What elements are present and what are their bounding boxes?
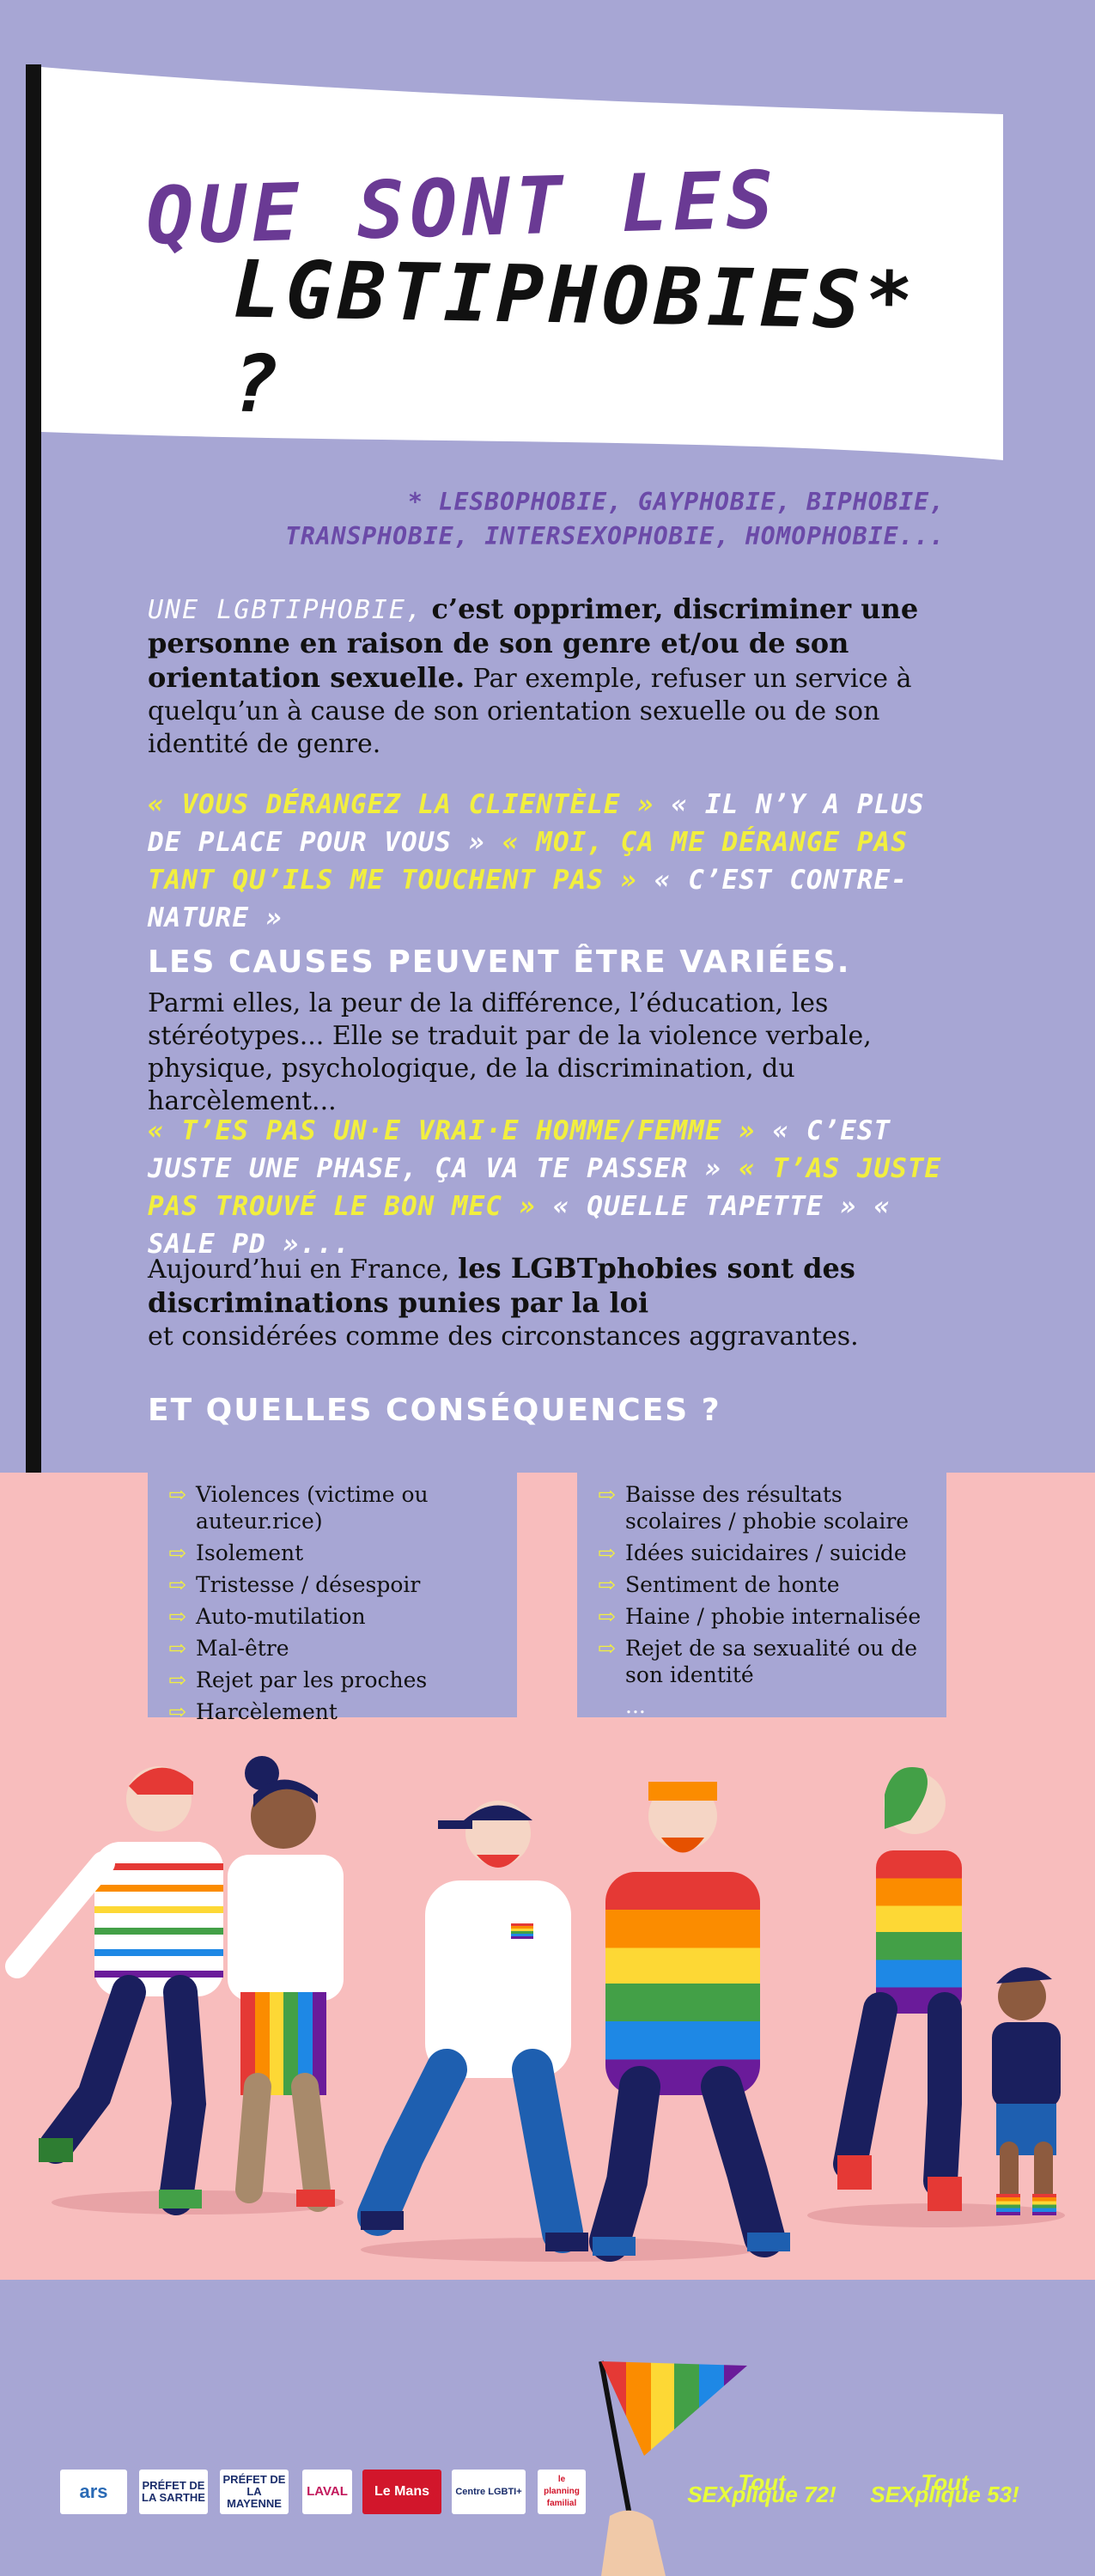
arrow-right-icon: ⇨ [598, 1572, 616, 1597]
person-5 [837, 1767, 962, 2211]
page-title [144, 154, 970, 438]
causes-text: Parmi elles, la peur de la différence, l’éducation, les stéréotypes... Elle se traduit par de la violence verbale, physique, psychologique, de la discrimination, du harcèlement... [148, 988, 872, 1116]
list-item: ⇨ Harcèlement [168, 1699, 338, 1724]
person-4 [593, 1782, 790, 2256]
consequences-left-box [148, 1473, 517, 1724]
person-3 [361, 1801, 588, 2251]
consequences-heading: ET QUELLES CONSÉQUENCES ? [148, 1393, 721, 1428]
logo-prefet-mayenne: PRÉFET DE LA MAYENNE [220, 2470, 289, 2514]
quotes-block-2 [148, 1112, 972, 1263]
quote: « T’AS JUSTE PAS TROUVÉ LE BON MEC » [148, 1153, 942, 1222]
quote: « VOUS DÉRANGEZ LA CLIENTÈLE » [148, 789, 654, 820]
footnote-line-1: * LESBOPHOBIE, GAYPHOBIE, BIPHOBIE, [407, 488, 945, 516]
list-item: ⇨ Rejet par les proches [168, 1668, 428, 1692]
logo-centre-lgbti: Centre LGBTI+ [452, 2470, 526, 2514]
quote: « C’EST CONTRE-NATURE » [148, 865, 908, 933]
definition-text: Par exemple, refuser un service à quelqu’un à cause de son orientation sexuelle ou de son identité de genre. [148, 664, 912, 759]
logo-le-mans: Le Mans [362, 2470, 441, 2514]
list-item: ⇨ Rejet de sa sexualité ou de son identité [598, 1636, 917, 1687]
list-item: ⇨ Violences (victime ou auteur.rice) [168, 1482, 429, 1534]
person-6 [992, 1967, 1061, 2215]
list-item: ⇨ Mal-être [168, 1636, 289, 1661]
arrow-right-icon: ⇨ [598, 1604, 616, 1629]
people-illustration [0, 1735, 1095, 2284]
arrow-right-icon: ⇨ [168, 1482, 186, 1507]
law-paragraph [148, 1252, 972, 1353]
person-1 [17, 1766, 223, 2208]
arrow-right-icon: ⇨ [598, 1636, 616, 1661]
logo-tout-sexplique-53: Tout SEXplique 53! [870, 2470, 1019, 2507]
law-text: et considérées comme des circonstances aggravantes. [148, 1321, 859, 1352]
logo-ars: ars [60, 2470, 127, 2514]
flag-pole [26, 64, 41, 1473]
person-2 [228, 1756, 344, 2207]
list-item: ⇨ Haine / phobie internalisée [598, 1604, 922, 1629]
list-item: ⇨ Idées suicidaires / suicide [598, 1540, 907, 1565]
list-item: ⇨ Auto-mutilation [168, 1604, 366, 1629]
title-line-1: QUE SONT LES [144, 154, 780, 263]
footer-band [0, 2280, 1095, 2576]
footnote-line-2: TRANSPHOBIE, INTERSEXOPHOBIE, HOMOPHOBIE... [285, 522, 945, 550]
arrow-right-icon: ⇨ [598, 1540, 616, 1565]
list-item: ⇨ Tristesse / désespoir [168, 1572, 421, 1597]
quotes-block-1 [148, 786, 972, 937]
quote: « MOI, ÇA ME DÉRANGE PAS TANT QU’ILS ME TOUCHENT PAS » [148, 827, 908, 896]
footnote [86, 485, 945, 554]
list-item: ⇨ Baisse des résultats scolaires / phobie scolaire [598, 1482, 909, 1534]
arrow-right-icon: ⇨ [168, 1699, 186, 1724]
consequences-right-box [577, 1473, 946, 1717]
definition-bold: c’est opprimer, discriminer une personne en raison de son genre et/ou de son orientation sexuelle. [148, 592, 919, 694]
list-item: ⇨ Isolement [168, 1540, 304, 1565]
quote: « T’ES PAS UN·E VRAI·E HOMME/FEMME » [148, 1115, 756, 1146]
consequences-more: ... [625, 1693, 646, 1718]
arrow-right-icon: ⇨ [168, 1668, 186, 1692]
definition-paragraph [148, 592, 972, 761]
logo-planning-familial: le planning familial [538, 2470, 586, 2514]
quote: « QUELLE TAPETTE » [552, 1191, 857, 1222]
arrow-right-icon: ⇨ [168, 1604, 186, 1629]
causes-heading: LES CAUSES PEUVENT ÊTRE VARIÉES. [148, 945, 851, 980]
arrow-right-icon: ⇨ [168, 1540, 186, 1565]
arrow-right-icon: ⇨ [168, 1572, 186, 1597]
title-line-2: LGBTIPHOBIES* ? [230, 243, 919, 431]
law-intro: Aujourd’hui en France, [148, 1255, 450, 1285]
logo-tout-sexplique-72: Tout SEXplique 72! [687, 2470, 836, 2507]
arrow-right-icon: ⇨ [168, 1636, 186, 1661]
quote: « IL N’Y A PLUS DE PLACE POUR VOUS » [148, 789, 925, 858]
law-bold: les LGBTphobies sont des discriminations punies par la loi [148, 1252, 855, 1319]
logo-laval: LAVAL [302, 2470, 352, 2514]
list-item: ⇨ Sentiment de honte [598, 1572, 840, 1597]
definition-term: UNE LGBTIPHOBIE, [148, 595, 423, 625]
quote: « SALE PD »... [148, 1191, 891, 1260]
quote: « C’EST JUSTE UNE PHASE, ÇA VA TE PASSER » [148, 1115, 891, 1184]
arrow-right-icon: ⇨ [598, 1482, 616, 1507]
logo-prefet-sarthe: PRÉFET DE LA SARTHE [139, 2470, 208, 2514]
